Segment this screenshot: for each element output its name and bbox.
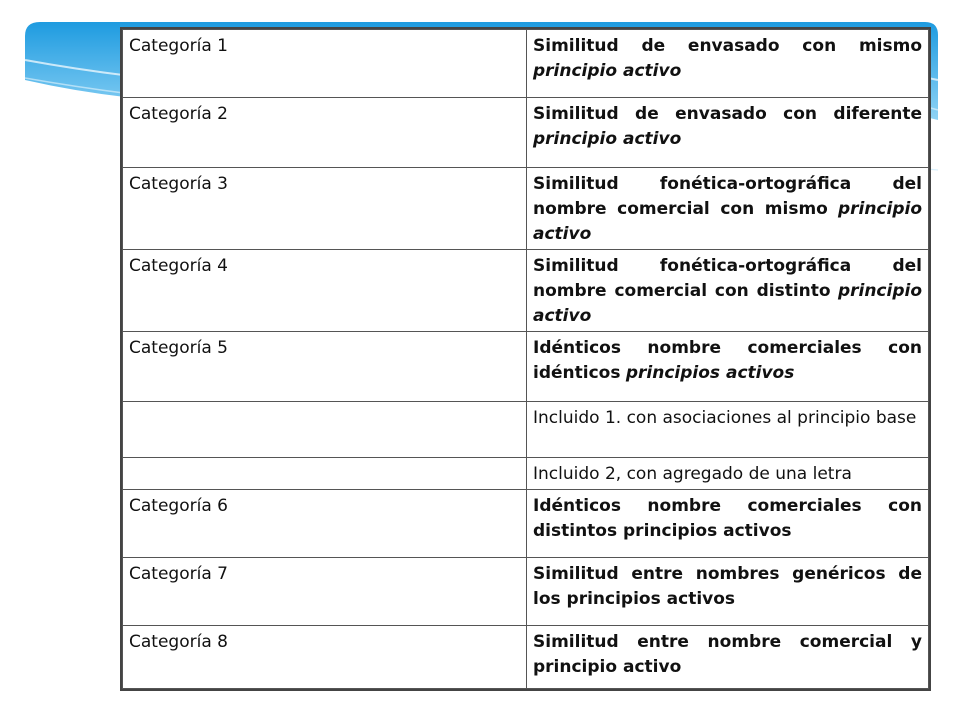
table-row <box>123 490 929 558</box>
description-text: Similitud entre nombres genéricos de los principios activos <box>533 564 922 609</box>
category-description <box>527 558 929 626</box>
table-row <box>123 626 929 689</box>
category-label <box>123 402 527 458</box>
category-label: Categoría 4 <box>123 250 527 332</box>
category-description <box>527 332 929 402</box>
table-row <box>123 250 929 332</box>
description-text: Similitud fonética-ortográfica del nombre comercial con mismo <box>533 174 922 219</box>
table-row <box>123 402 929 458</box>
category-label: Categoría 2 <box>123 98 527 168</box>
category-label: Categoría 6 <box>123 490 527 558</box>
category-label: Categoría 5 <box>123 332 527 402</box>
category-description <box>527 458 929 490</box>
description-text: Similitud entre nombre comercial y principio activo <box>533 632 922 677</box>
description-italic: principio activo <box>533 129 682 149</box>
table-row <box>123 30 929 98</box>
table-row <box>123 98 929 168</box>
category-description <box>527 250 929 332</box>
category-table <box>122 29 929 689</box>
category-label: Categoría 1 <box>123 30 527 98</box>
category-label: Categoría 3 <box>123 168 527 250</box>
category-description <box>527 168 929 250</box>
description-text: Similitud fonética-ortográfica del nombre comercial con distinto <box>533 256 922 301</box>
description-text: Similitud de envasado con mismo <box>533 36 922 56</box>
category-description <box>527 402 929 458</box>
description-text: Idénticos nombre comerciales con distintos principios activos <box>533 496 922 541</box>
description-italic: principio activo <box>533 281 923 326</box>
table-row <box>123 458 929 490</box>
category-description <box>527 626 929 689</box>
description-italic: principio activo <box>533 61 682 81</box>
description-text: Incluido 1. con asociaciones al principio base <box>533 408 917 428</box>
description-italic: principios activos <box>625 363 795 383</box>
category-description <box>527 30 929 98</box>
category-description <box>527 98 929 168</box>
table-row <box>123 168 929 250</box>
category-label: Categoría 8 <box>123 626 527 689</box>
description-text: Idénticos nombre comerciales con idénticos <box>533 338 922 383</box>
category-description <box>527 490 929 558</box>
description-italic: principio activo <box>533 199 922 244</box>
category-table-container <box>120 27 931 691</box>
category-label <box>123 458 527 490</box>
description-text: Incluido 2, con agregado de una letra <box>533 464 852 484</box>
table-row <box>123 558 929 626</box>
description-text: Similitud de envasado con diferente <box>533 104 922 124</box>
table-row <box>123 332 929 402</box>
category-label: Categoría 7 <box>123 558 527 626</box>
